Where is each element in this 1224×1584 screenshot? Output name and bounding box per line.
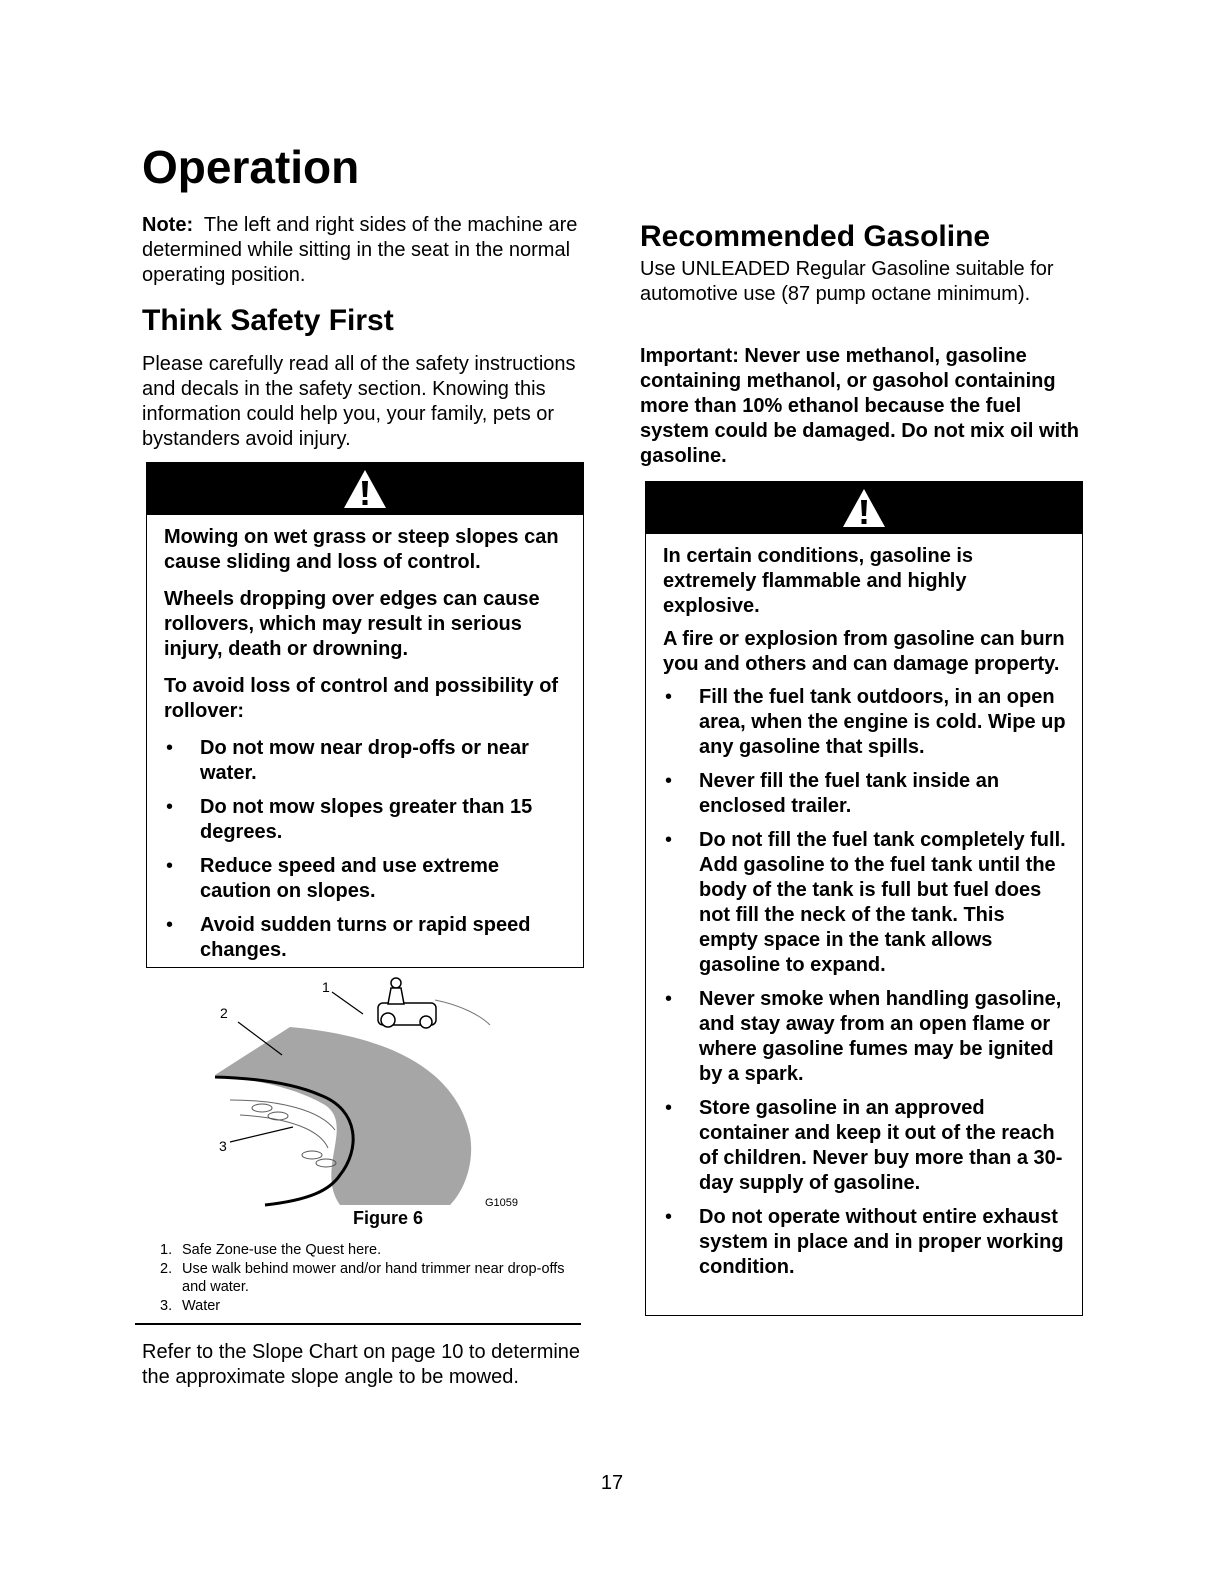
safety-heading: Think Safety First bbox=[142, 304, 394, 337]
figure-code: G1059 bbox=[485, 1197, 519, 1209]
legend-number: 3. bbox=[160, 1297, 173, 1314]
legend-text: Safe Zone-use the Quest here. bbox=[182, 1242, 382, 1258]
figure-legend bbox=[160, 1241, 580, 1315]
warning-bullet: • Avoid sudden turns or rapid speed changes. bbox=[164, 913, 569, 963]
warning-bullet: • Do not mow slopes greater than 15 degrees. bbox=[164, 795, 569, 845]
slope-warning-box bbox=[146, 462, 584, 968]
lily-pad bbox=[252, 1104, 272, 1112]
lily-pad bbox=[302, 1151, 322, 1159]
warning-triangle-icon bbox=[841, 487, 887, 529]
warning-triangle-icon bbox=[342, 468, 388, 510]
warning-header bbox=[147, 463, 583, 515]
gasoline-intro: Use UNLEADED Regular Gasoline suitable for automotive use (87 pump octane minimum). bbox=[640, 258, 1054, 305]
page-number: 17 bbox=[600, 1472, 624, 1494]
warning-header bbox=[646, 482, 1082, 534]
important-note: Important: Never use methanol, gasoline containing methanol, or gasohol containing more than 10% ethanol because the fuel system could be damaged. Do not mix oil with gasoline. bbox=[640, 345, 1079, 467]
refer-text: Refer to the Slope Chart on page 10 to determine the approximate slope angle to be mowed. bbox=[142, 1341, 581, 1388]
lily-pad bbox=[268, 1112, 288, 1120]
warning-bullet: • Reduce speed and use extreme caution on slopes. bbox=[164, 854, 569, 904]
callout-number: 3 bbox=[219, 1138, 227, 1154]
warning-bullet-list bbox=[663, 685, 1068, 1280]
warning-bullet: • Never fill the fuel tank inside an enclosed trailer. bbox=[663, 769, 1068, 819]
warning-bullet: • Do not mow near drop-offs or near water. bbox=[164, 736, 569, 786]
hill-line bbox=[435, 1000, 490, 1025]
slope-illustration bbox=[200, 970, 540, 1215]
legend-item bbox=[160, 1241, 580, 1260]
callout-number: 2 bbox=[220, 1005, 228, 1021]
page-title: Operation bbox=[142, 141, 360, 193]
note-text: The left and right sides of the machine are determined while sitting in the seat in the normal operating position. bbox=[142, 214, 578, 286]
warning-bullet: • Do not operate without entire exhaust system in place and in proper working condition. bbox=[663, 1205, 1068, 1280]
note-label: Note: bbox=[142, 214, 194, 236]
legend-number: 2. bbox=[160, 1260, 173, 1277]
callout-line-3 bbox=[230, 1127, 293, 1142]
warning-bullet-list bbox=[164, 736, 569, 963]
safety-text: Please carefully read all of the safety instructions and decals in the safety section. Knowing this information could help you, your family, pets or bystanders avoid injury. bbox=[142, 353, 576, 450]
warning-body bbox=[646, 534, 1082, 1299]
gasoline-warning-box bbox=[645, 481, 1083, 1316]
warning-para-3: To avoid loss of control and possibility of rollover: bbox=[164, 675, 559, 722]
callout-line-1 bbox=[332, 992, 363, 1014]
warning-para-1: In certain conditions, gasoline is extremely flammable and highly explosive. bbox=[663, 545, 974, 617]
mower-icon bbox=[378, 978, 436, 1028]
legend-text: Water bbox=[182, 1297, 221, 1314]
legend-text: Use walk behind mower and/or hand trimmer near drop-offs and water. bbox=[182, 1260, 565, 1295]
water-ripple bbox=[240, 1115, 328, 1148]
gasoline-heading: Recommended Gasoline bbox=[640, 220, 991, 253]
legend-item bbox=[160, 1260, 580, 1297]
warning-bullet: • Never smoke when handling gasoline, and stay away from an open flame or where gasoline fumes may be ignited by a spark. bbox=[663, 987, 1068, 1087]
warning-body bbox=[147, 515, 583, 982]
warning-bullet: • Do not fill the fuel tank completely full. Add gasoline to the fuel tank until the body of the tank is full but fuel does not fill the neck of the tank. This empty space in the tank allows gasoline to expand. bbox=[663, 828, 1068, 978]
callout-number: 1 bbox=[322, 979, 330, 995]
note-paragraph bbox=[142, 213, 587, 288]
legend-item bbox=[160, 1297, 580, 1316]
warning-bullet: • Store gasoline in an approved container and keep it out of the reach of children. Never buy more than a 30-day supply of gasoline. bbox=[663, 1096, 1068, 1196]
warning-para-2: A fire or explosion from gasoline can burn you and others and can damage property. bbox=[663, 628, 1065, 675]
section-divider bbox=[135, 1323, 581, 1325]
warning-para-2: Wheels dropping over edges can cause rollovers, which may result in serious injury, death or drowning. bbox=[164, 588, 540, 660]
figure-caption: Figure 6 bbox=[353, 1208, 424, 1228]
legend-number: 1. bbox=[160, 1242, 173, 1258]
warning-para-1: Mowing on wet grass or steep slopes can cause sliding and loss of control. bbox=[164, 526, 559, 573]
warning-bullet: • Fill the fuel tank outdoors, in an open area, when the engine is cold. Wipe up any gasoline that spills. bbox=[663, 685, 1068, 760]
